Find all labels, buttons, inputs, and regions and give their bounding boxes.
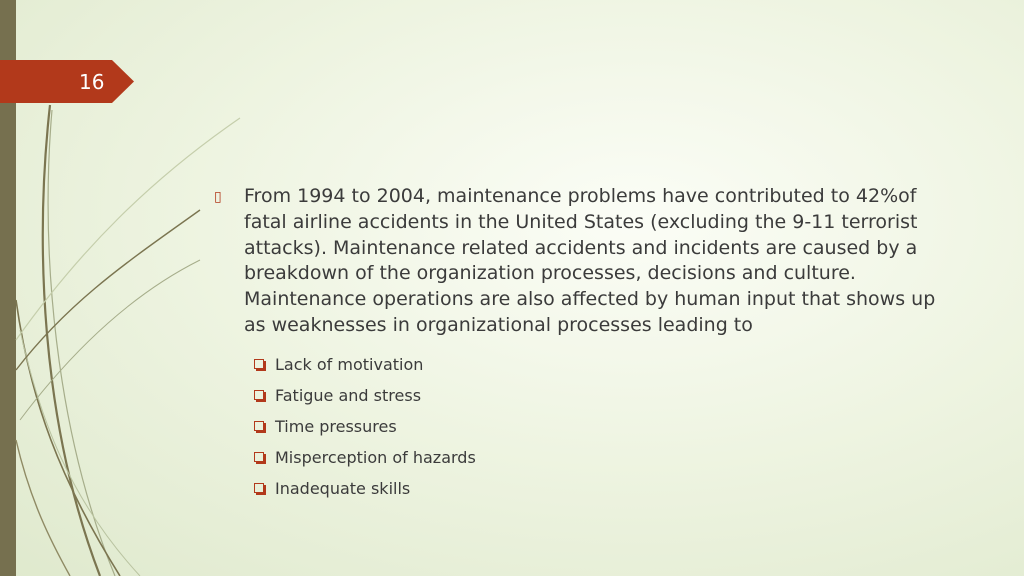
list-item bbox=[254, 473, 964, 504]
list-item bbox=[254, 442, 964, 473]
checkbox-bullet-icon bbox=[254, 390, 264, 400]
list-item bbox=[254, 411, 964, 442]
intro-bullet-row bbox=[214, 184, 964, 339]
page-number: 16 bbox=[79, 70, 105, 94]
list-item-label: Misperception of hazards bbox=[275, 447, 476, 467]
list-item bbox=[254, 380, 964, 411]
list-item-label: Fatigue and stress bbox=[275, 385, 422, 405]
intro-paragraph: From 1994 to 2004, maintenance problems have contributed to 42%of fatal airline accidents in the United States (excluding the 9-11 terrorist attacks). Maintenance related accidents and incidents are caused by a breakdown of the organization processes, decisions and culture. Maintenance operations are also affected by human input that shows up as weaknesses in organizational processes leading to bbox=[244, 185, 936, 336]
page-number-tab bbox=[0, 60, 134, 103]
checkbox-bullet-icon bbox=[254, 452, 264, 462]
square-bullet-icon: ▯ bbox=[214, 189, 222, 205]
list-item-label: Inadequate skills bbox=[275, 478, 411, 498]
slide-content bbox=[214, 184, 964, 504]
checkbox-bullet-icon bbox=[254, 483, 264, 493]
list-item-label: Lack of motivation bbox=[275, 354, 424, 374]
list-item bbox=[254, 349, 964, 380]
list-item-label: Time pressures bbox=[275, 416, 397, 436]
checkbox-bullet-icon bbox=[254, 421, 264, 431]
sub-bullet-list bbox=[254, 349, 964, 504]
checkbox-bullet-icon bbox=[254, 359, 264, 369]
